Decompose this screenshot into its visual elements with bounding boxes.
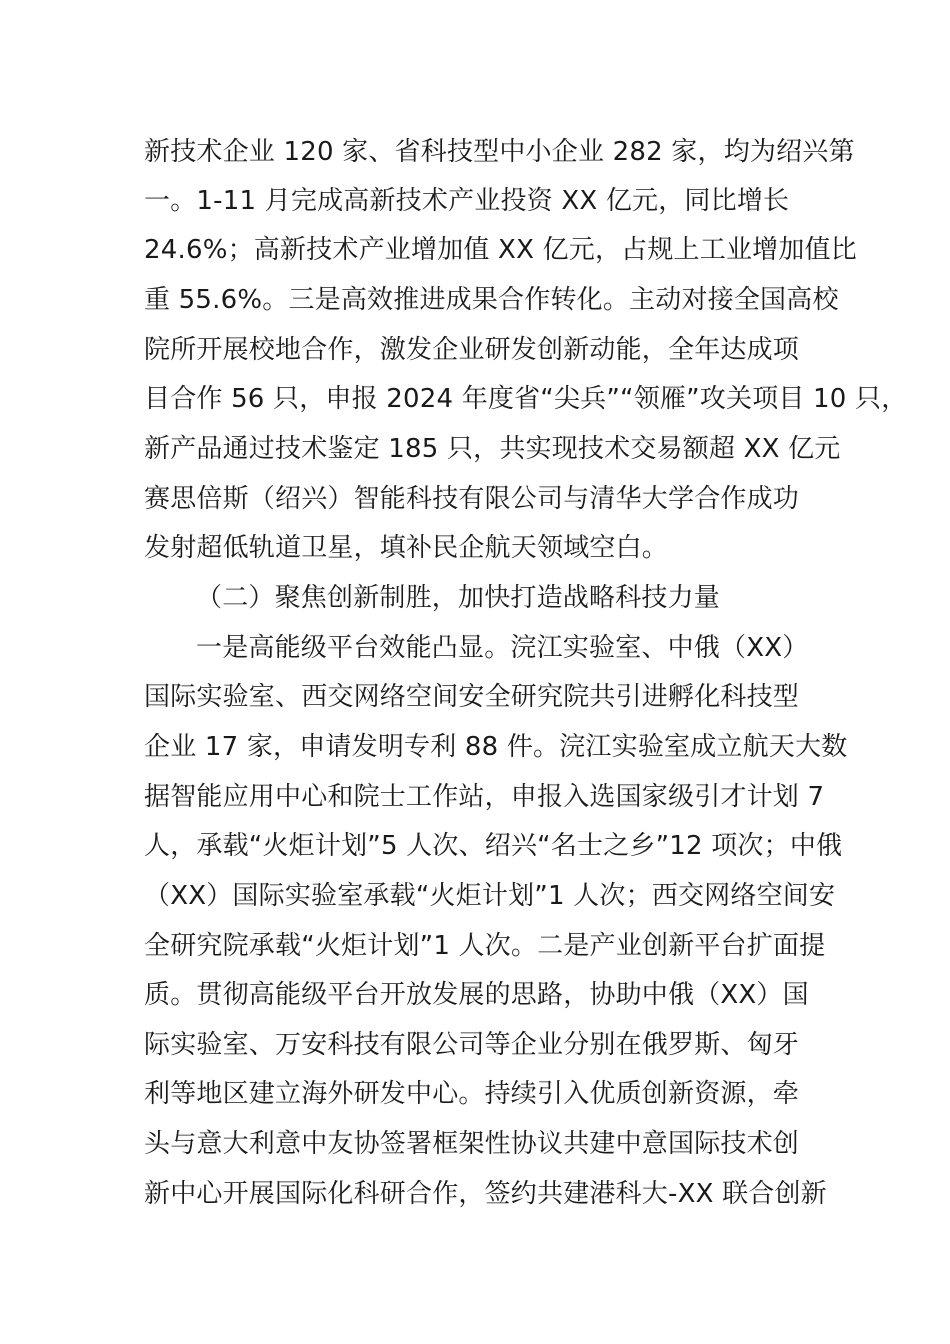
paragraph-line: 目合作 56 只，申报 2024 年度省“尖兵”“领雁”攻关项目 10 只， (144, 384, 908, 414)
paragraph-line: 24.6%；高新技术产业增加值 XX 亿元，占规上工业增加值比 (144, 235, 857, 265)
paragraph-line: 人，承载“火炬计划”5 人次、绍兴“名士之乡”12 项次；中俄 (144, 831, 843, 861)
paragraph-line: 际实验室、万安科技有限公司等企业分别在俄罗斯、匈牙 (144, 1030, 800, 1060)
paragraph-line: 国际实验室、西交网络空间安全研究院共引进孵化科技型 (144, 682, 800, 712)
paragraph-line: 头与意大利意中友协签署框架性协议共建中意国际技术创 (144, 1129, 800, 1159)
paragraph-line: 院所开展校地合作，激发企业研发创新动能，全年达成项 (144, 335, 800, 365)
paragraph-line: 质。贯彻高能级平台开放发展的思路，协助中俄（XX）国 (144, 980, 809, 1010)
section-heading: （二）聚焦创新制胜，加快打造战略科技力量 (196, 583, 721, 613)
paragraph-line: （XX）国际实验室承载“火炬计划”1 人次；西交网络空间安 (144, 881, 836, 911)
paragraph-line: 赛思倍斯（绍兴）智能科技有限公司与清华大学合作成功 (144, 484, 800, 514)
paragraph-line: 新中心开展国际化科研合作，签约共建港科大-XX 联合创新 (144, 1179, 827, 1209)
paragraph-line: 全研究院承载“火炬计划”1 人次。二是产业创新平台扩面提 (144, 931, 826, 961)
paragraph-line: 一。1-11 月完成高新技术产业投资 XX 亿元，同比增长 (144, 186, 790, 216)
paragraph-line: 利等地区建立海外研发中心。持续引入优质创新资源，牵 (144, 1079, 800, 1109)
paragraph-line: 据智能应用中心和院士工作站，申报入选国家级引才计划 7 (144, 782, 825, 812)
paragraph-line: 发射超低轨道卫星，填补民企航天领域空白。 (144, 533, 669, 563)
paragraph-line: 新技术企业 120 家、省科技型中小企业 282 家，均为绍兴第 (144, 137, 855, 167)
paragraph-line: 新产品通过技术鉴定 185 只，共实现技术交易额超 XX 亿元 (144, 434, 841, 464)
paragraph-line: 一是高能级平台效能凸显。浣江实验室、中俄（XX） (196, 633, 809, 663)
paragraph-line: 企业 17 家，申请发明专利 88 件。浣江实验室成立航天大数 (144, 732, 848, 762)
paragraph-line: 重 55.6%。三是高效推进成果合作转化。主动对接全国高校 (144, 285, 839, 315)
